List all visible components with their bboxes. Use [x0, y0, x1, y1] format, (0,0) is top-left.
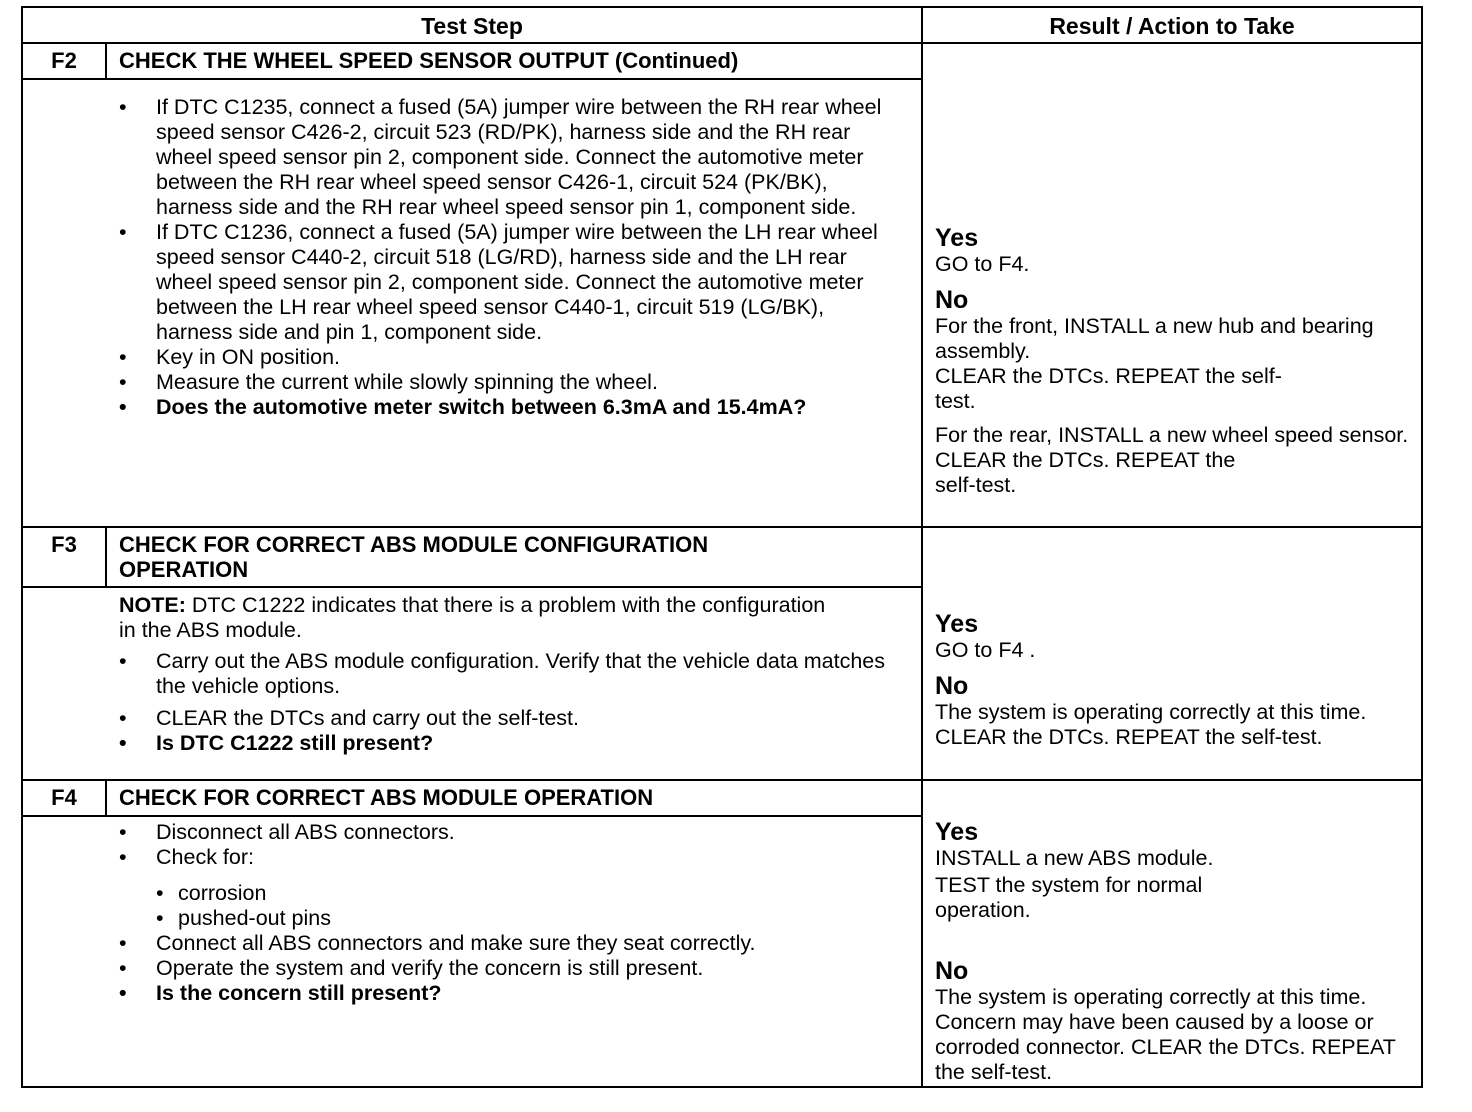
list-item-label: Check for:: [156, 845, 254, 869]
no-action-front-install: For the front, INSTALL a new hub and bearing assembly.: [935, 314, 1374, 363]
yes-label: Yes: [935, 610, 979, 638]
sub-list-item: • corrosion: [156, 881, 909, 906]
diagnostic-table: [21, 6, 1423, 1088]
no-action-rear-clear: CLEAR the DTCs. REPEAT the self-test.: [935, 448, 1236, 497]
list-item: • Is DTC C1222 still present?: [119, 731, 889, 756]
no-action-front-clear: CLEAR the DTCs. REPEAT the self-test.: [935, 364, 1282, 413]
title-divider-f4: [23, 815, 921, 817]
no-label: No: [935, 286, 969, 314]
id-cell-divider-f3: [105, 526, 107, 588]
list-item: • If DTC C1235, connect a fused (5A) jumper wire between the RH rear wheel speed sensor C426-2, circuit 523 (RD/PK), harness side and the RH rear wheel speed sensor pin 2, component side. Connect the automotive meter between the RH rear wheel speed sensor C426-1, circuit 524 (PK/BK), harness side and the RH rear wheel speed sensor pin 1, component side.: [119, 95, 889, 220]
list-item: • Operate the system and verify the concern is still present.: [119, 956, 909, 981]
list-item: • Does the automotive meter switch between 6.3mA and 15.4mA?: [119, 395, 889, 420]
step-title-f2: CHECK THE WHEEL SPEED SENSOR OUTPUT (Continued): [119, 48, 739, 73]
no-label: No: [935, 672, 969, 700]
list-item: • If DTC C1236, connect a fused (5A) jumper wire between the LH rear wheel speed sensor C440-2, circuit 518 (LG/RD), harness side and the LH rear wheel speed sensor pin 2, component side. Connect the automotive meter between the LH rear wheel speed sensor C440-1, circuit 519 (LG/BK), harness side and pin 1, component side.: [119, 220, 889, 345]
title-divider-f2-left: [23, 78, 105, 80]
step-body-f3: [119, 593, 889, 756]
row-divider-f3: [23, 526, 1421, 528]
list-item: • Measure the current while slowly spinning the wheel.: [119, 370, 889, 395]
note-text: [119, 593, 839, 643]
list-item: • Disconnect all ABS connectors.: [119, 820, 909, 845]
step-title-f4: CHECK FOR CORRECT ABS MODULE OPERATION: [119, 785, 654, 810]
yes-label: Yes: [935, 224, 979, 252]
no-action-rear-install: For the rear, INSTALL a new wheel speed sensor.: [935, 423, 1409, 447]
title-divider-f2: [105, 78, 921, 80]
list-item: • Connect all ABS connectors and make sure they seat correctly.: [119, 931, 909, 956]
list-item: • Is the concern still present?: [119, 981, 909, 1006]
header-result-action: Result / Action to Take: [1049, 13, 1295, 39]
yes-action-install: INSTALL a new ABS module.: [935, 846, 1214, 870]
header-divider: [23, 42, 1421, 44]
no-label: No: [935, 957, 969, 985]
list-item: • CLEAR the DTCs and carry out the self-test.: [119, 706, 889, 731]
title-divider-f3: [23, 586, 921, 588]
column-divider: [921, 8, 923, 1086]
step-body-f4: [119, 820, 909, 1006]
no-action: The system is operating correctly at this time. CLEAR the DTCs. REPEAT the self-test.: [935, 700, 1367, 749]
list-item: • Key in ON position.: [119, 345, 889, 370]
result-f3: [935, 610, 1417, 750]
yes-label: Yes: [935, 818, 979, 846]
step-id-f2: F2: [51, 48, 77, 73]
step-id-f4: F4: [51, 785, 77, 810]
step-title-f3: CHECK FOR CORRECT ABS MODULE CONFIGURATION OPERATION: [119, 532, 709, 582]
step-body-f2: [119, 95, 889, 420]
yes-action: GO to F4 .: [935, 638, 1036, 662]
note-body: DTC C1222 indicates that there is a problem with the configuration in the ABS module.: [119, 593, 826, 642]
id-cell-divider-f4: [105, 779, 107, 817]
result-f4: [935, 818, 1419, 1085]
note-label: NOTE:: [119, 593, 186, 617]
no-action: The system is operating correctly at this time. Concern may have been caused by a loose or corroded connector. CLEAR the DTCs. REPEAT the self-test.: [935, 985, 1396, 1084]
list-item: [119, 845, 909, 931]
yes-action-test: TEST the system for normal operation.: [935, 873, 1203, 922]
yes-action: GO to F4.: [935, 252, 1030, 276]
header-test-step: Test Step: [421, 13, 523, 39]
list-item: • Carry out the ABS module configuration. Verify that the vehicle data matches the vehicle options.: [119, 649, 889, 699]
step-id-f3: F3: [51, 532, 77, 557]
sub-list-item: • pushed-out pins: [156, 906, 909, 931]
id-cell-divider-f2: [105, 42, 107, 80]
row-divider-f4: [23, 779, 1421, 781]
result-f2: [935, 224, 1417, 498]
